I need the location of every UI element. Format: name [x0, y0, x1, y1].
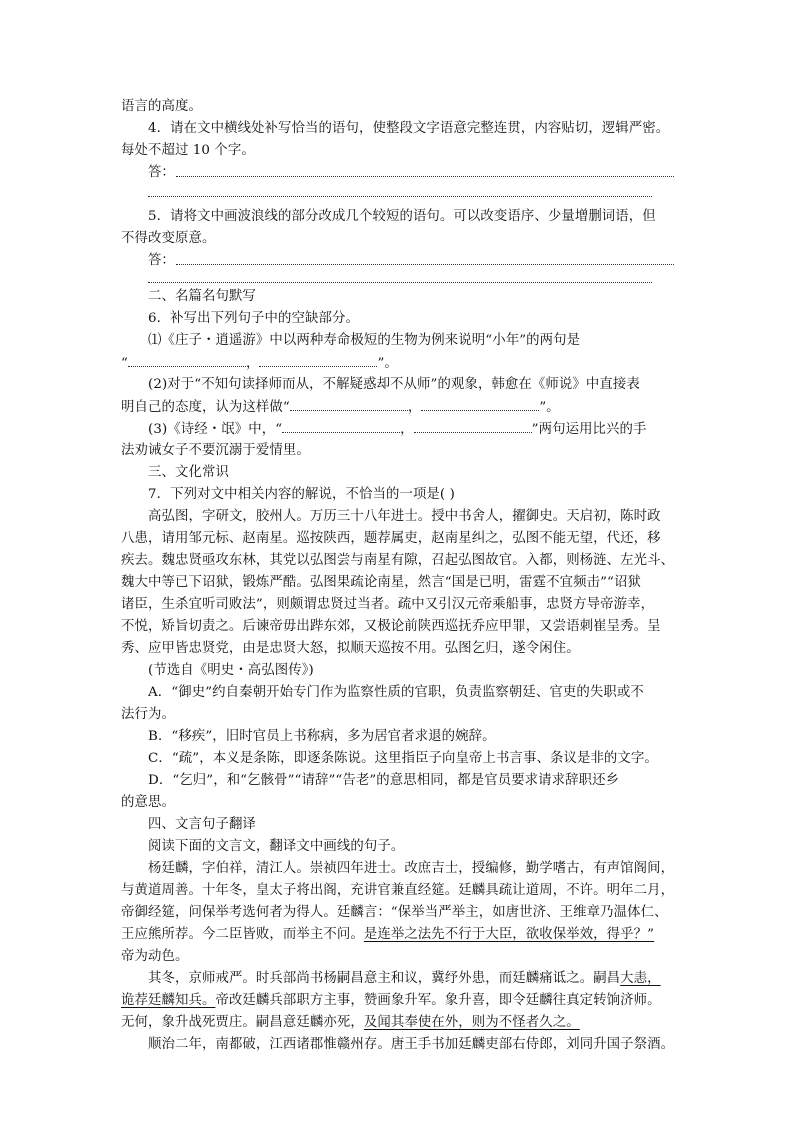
passage-line: 高弘图，字研文，胶州人。万历三十八年进士。授中书舍人，擢御史。天启初，陈时政	[148, 509, 661, 524]
option-c: C．“疏”，本义是条陈，即逐条陈说。这里指臣子向皇帝上书言事、条议是非的文字。	[148, 751, 658, 766]
blank[interactable]	[259, 352, 377, 367]
passage-line: 与黄道周善。十年冬，皇太子将出阁，充讲官兼直经筵。廷麟具疏让道周，不许。明年二月，	[121, 883, 675, 898]
text: 两句运用比兴的手	[538, 422, 647, 437]
question-6-3	[148, 418, 681, 440]
passage-line: 诸臣，生杀宜听司败法”，则颇谓忠贤过当者。疏中又引汉元帝乘船事，忠贤方导帝游幸，	[121, 597, 655, 612]
question-6-1: ⑴《庄子・逍遥游》中以两种寿命极短的生物为例来说明“小年”的两句是	[148, 333, 581, 348]
option-d: D．“乞归”，和“乞骸骨”“请辞”“告老”的意思相同，都是官员要求请求辞职还乡	[148, 773, 620, 788]
comma: ，	[245, 356, 260, 371]
instruction: 阅读下面的文言文，翻译文中画线的句子。	[148, 839, 405, 854]
section-heading-3: 三、文化常识	[148, 465, 229, 480]
fill-line-6-1	[121, 352, 681, 374]
text-line: 语言的高度。	[121, 99, 202, 114]
passage-line	[121, 990, 681, 1012]
passage-line: 秀、应甲皆忠贤党，由是忠贤大怒，拟顺天巡按不用。弘图乞归，遂令闲住。	[121, 641, 580, 656]
passage-line: 顺治二年，南都破，江西诸郡惟赣州存。唐王手书加廷麟吏部右侍郎，刘同升国子祭酒。	[148, 1037, 675, 1052]
question-4: 4．请在文中横线处补写恰当的语句，使整段文字语意完整连贯，内容贴切，逻辑严密。	[148, 121, 670, 136]
close-quote: ”。	[539, 400, 560, 415]
passage-line: 杨廷麟，字伯祥，清江人。崇祯四年进士。改庶吉士，授编修，勤学嗜古，有声馆阁间，	[148, 861, 675, 876]
blank[interactable]	[290, 396, 408, 411]
answer-line[interactable]	[148, 196, 652, 197]
passage-line: 不悦，矫旨切责之。后谏帝毋出跸东郊，又极论前陕西巡抚乔应甲罪，又尝语刺崔呈秀。呈	[121, 619, 661, 634]
blank[interactable]	[414, 418, 532, 433]
section-heading-4: 四、文言句子翻译	[148, 817, 256, 832]
option-a-cont: 法行为。	[121, 707, 175, 722]
passage-line	[148, 968, 681, 990]
passage-line: 魏大中等已下诏狱，锻炼严酷。弘图果疏论南星，然言“国是已明，雷霆不宜频击”“诏狱	[121, 575, 641, 590]
text-line: 法劝诫女子不要沉溺于爱情里。	[121, 443, 310, 458]
blank[interactable]	[128, 352, 246, 367]
text: (3)《诗经・氓》中，“	[148, 422, 283, 437]
answer-label-5: 答：	[148, 253, 175, 268]
text: 明自己的态度，认为这样做“	[121, 400, 290, 415]
blank[interactable]	[421, 396, 539, 411]
passage-line	[121, 924, 681, 946]
option-d-cont: 的意思。	[121, 795, 175, 810]
option-a: A．“御史”约自秦朝开始专门作为监察性质的官职，负责监察朝廷、官吏的失职或不	[148, 685, 644, 700]
passage-source: (节选自《明史・高弘图传》)	[148, 663, 314, 678]
passage-line: 疾去。魏忠贤亟攻东林，其党以弘图尝与南星有隙，召起弘图故官。入都，则杨涟、左光斗、	[121, 553, 675, 568]
section-heading-2: 二、名篇名句默写	[148, 289, 256, 304]
text: 王应熊所荐。今二臣皆败，而举主不问。	[121, 927, 364, 942]
passage-line	[121, 1012, 681, 1034]
question-7: 7．下列对文中相关内容的解说，不恰当的一项是( )	[148, 487, 455, 502]
passage-line: 帝御经筵，问保举考选何者为得人。廷麟言：“保举当严举主，如唐世济、王维章乃温体仁、	[121, 905, 668, 920]
text-line: 不得改变原意。	[121, 231, 216, 246]
close-quote: ”	[531, 422, 539, 437]
text: 帝改廷麟兵部职方主事，赞画象升军。象升喜，即令廷麟往真定转饷济师。	[215, 993, 661, 1008]
fill-line-6-2	[121, 396, 681, 418]
underlined-sentence-3: 及闻其奉使在外，则为不怪者久之。	[363, 1015, 580, 1030]
underlined-sentence-2b: 诡荐廷麟知兵。	[121, 993, 216, 1008]
passage-line: 帝为动色。	[121, 949, 189, 964]
text: 无何，象升战死贾庄。嗣昌意廷麟亦死，	[121, 1015, 364, 1030]
answer-line[interactable]	[176, 176, 674, 177]
answer-line[interactable]	[176, 264, 674, 265]
text-line: 每处不超过 10 个字。	[121, 143, 255, 158]
text: 其冬，京师戒严。时兵部尚书杨嗣昌意主和议，冀纾外患，而廷麟痛诋之。嗣昌	[148, 971, 621, 986]
answer-label-4: 答：	[148, 165, 175, 180]
blank[interactable]	[282, 418, 400, 433]
passage-line: 八患，请用邹元标、赵南星。巡按陕西，题荐属吏，赵南星纠之，弘图不能无望，代还，移	[121, 531, 661, 546]
question-6: 6．补写出下列句子中的空缺部分。	[148, 311, 359, 326]
comma: ，	[407, 400, 422, 415]
question-6-2: (2)对于“不知句读择师而从，不解疑惑却不从师”的观象，韩愈在《师说》中直接表	[148, 377, 640, 392]
option-b: B．“移疾”，旧时官员上书称病，多为居官者求退的婉辞。	[148, 729, 496, 744]
open-quote: “	[121, 356, 128, 371]
close-quote: ”。	[377, 356, 398, 371]
answer-line[interactable]	[148, 282, 652, 283]
underlined-sentence-1: 是连举之法先不行于大臣，欲收保举效，得乎？”	[363, 927, 655, 942]
underlined-sentence-2a: 大恚，	[620, 971, 661, 986]
comma: ，	[400, 422, 414, 437]
question-5: 5．请将文中画波浪线的部分改成几个较短的语句。可以改变语序、少量增删词语，但	[148, 209, 656, 224]
